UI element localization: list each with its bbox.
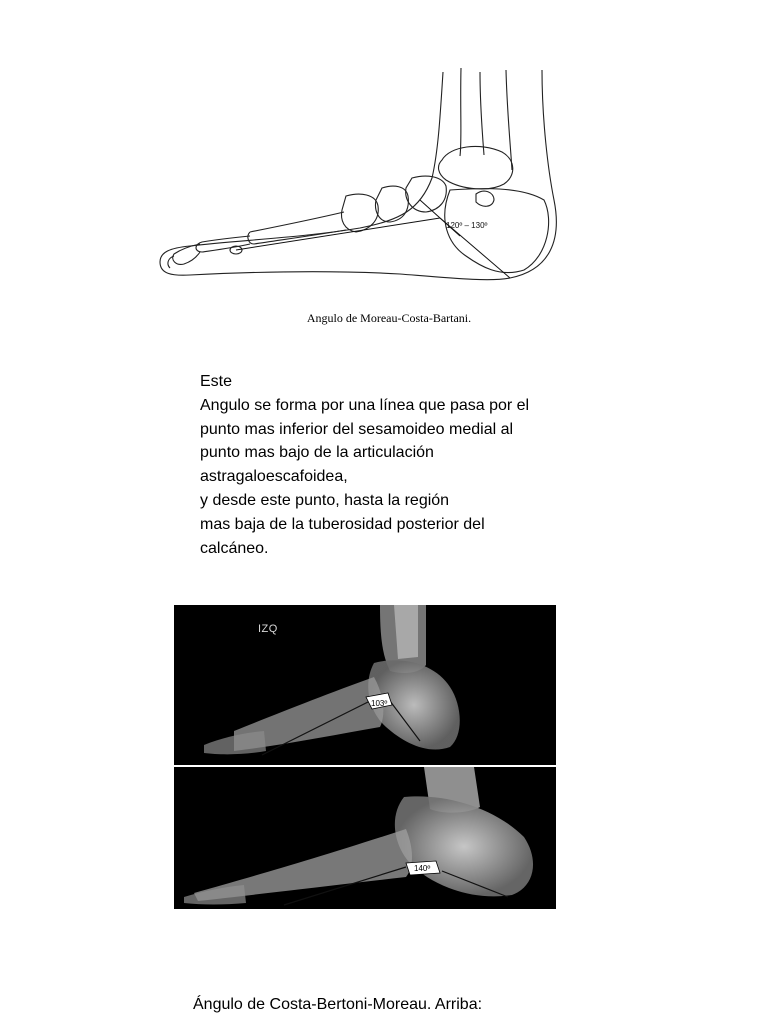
xray-bottom-angle: 140º [414,864,431,873]
xray-bottom-svg [174,767,556,909]
xray-top-svg [174,605,556,765]
body-line: mas baja de la tuberosidad posterior del [200,515,485,533]
figure2-caption: Ángulo de Costa-Bertoni-Moreau. Arriba: [193,996,483,1013]
xray-top-angle: 103º [371,699,388,708]
angle-label: 120º – 130º [446,221,488,230]
body-paragraph [200,370,580,560]
figure1-caption: Angulo de Moreau-Costa-Bartani. [306,311,472,325]
foot-diagram-svg [150,60,570,300]
xray-image-bottom [174,767,556,909]
body-line: punto mas bajo de la articulación [200,444,434,462]
body-line: Angulo se forma por una línea que pasa por el [200,396,530,414]
body-line: Este [200,373,233,390]
body-line: punto mas inferior del sesamoideo medial al [200,420,514,438]
body-line: astragaloescafoidea, [200,468,348,486]
body-line: calcáneo. [200,539,269,557]
xray-top-label: IZQ [258,623,278,635]
foot-diagram [150,60,570,300]
xray-image-top [174,605,556,765]
body-line: y desde este punto, hasta la región [200,491,450,509]
